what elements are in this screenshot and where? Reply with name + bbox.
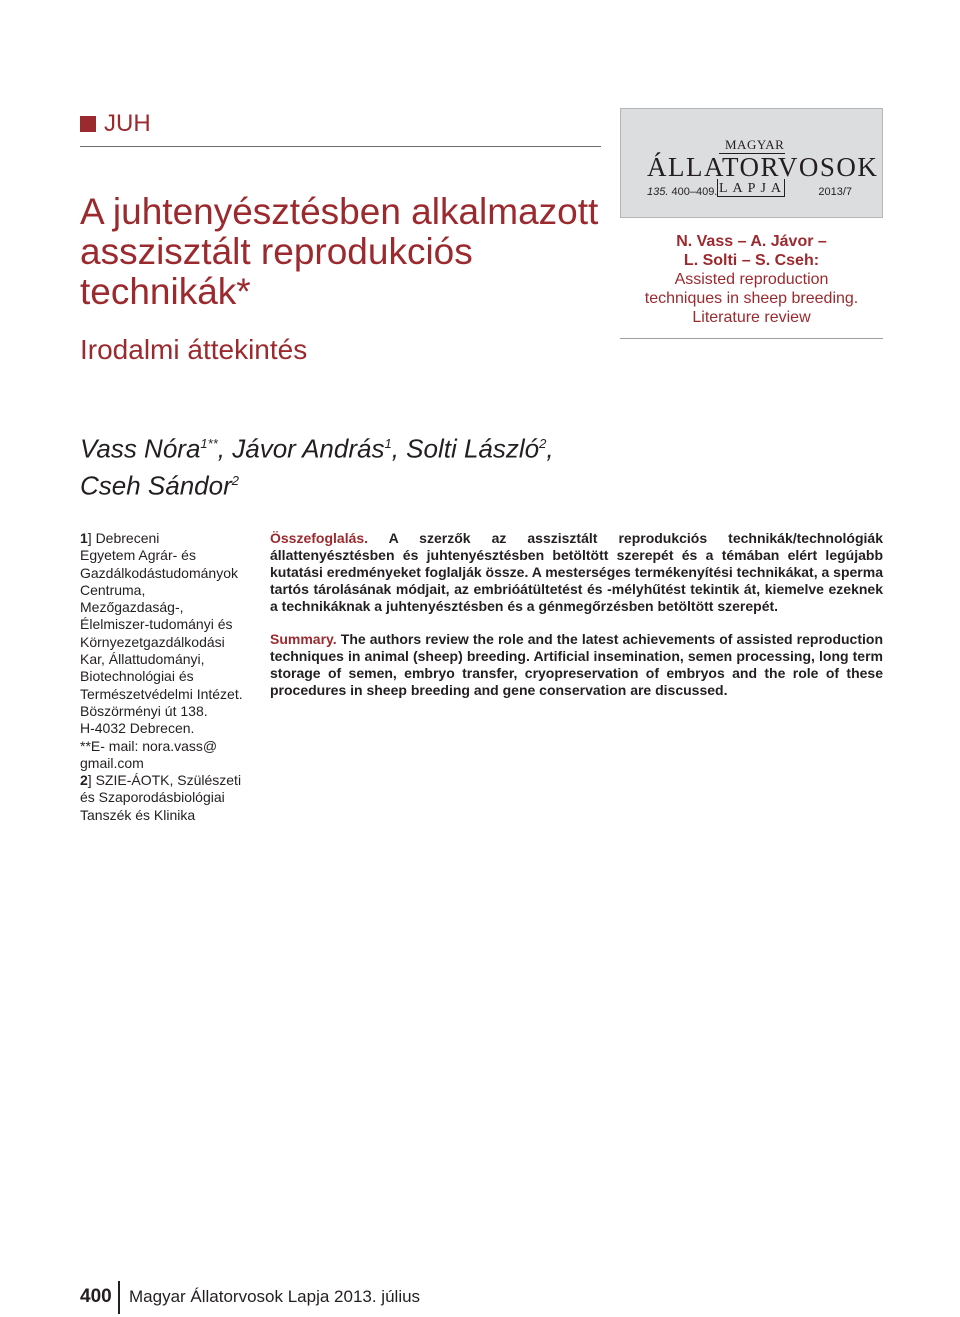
journal-pages: 400–409. [671,186,718,198]
affiliation-2 [80,772,265,824]
affiliation-line: Tanszék és Klinika [80,806,196,823]
english-block-divider [620,338,883,339]
abstract [270,530,883,715]
affiliation-line: Böszörményi út 138. [80,702,208,719]
journal-volume-pages [647,186,717,198]
affiliation-line: **E- mail: nora.vass@ [80,737,218,754]
affiliation-line: és Szaporodásbiológiai [80,789,225,806]
journal-name: ÁLLATORVOSOK [647,152,879,182]
title-line: technikák* [80,271,251,312]
abstract-body: A szerzők az asszisztált reprodukciós technikák/technológiák állattenyésztésben és juhtenyésztésben betöltött szerepét és a témában elért legújabb kutatási eredményeket foglalják össze. A mesterséges termékenyítési technikákat, a sperma tartós tárolásának módjait, az embrióátültetést és -mélyhűtést tekintik át, kiemelve ezeknek a technikáknak a juhtenyésztésben és a génmegőrzésben betöltött szerepét. [270,530,883,614]
journal-issue: 2013/7 [818,186,852,198]
author-name: Jávor András [232,433,385,464]
section-square-icon [80,116,96,132]
affiliation-line: Egyetem Agrár- és [80,547,196,564]
section-divider [80,146,601,147]
abstract-english [270,631,883,699]
affiliation-line: Gazdálkodástudományok [80,564,238,581]
affiliation-line: Biotechnológiai és [80,668,194,685]
english-title: Literature review [692,309,811,326]
article-title [80,192,600,312]
affiliation-line: Mezőgazdaság-, [80,599,184,616]
section-tag [80,110,151,138]
affiliation-1 [80,530,265,772]
author-affil-marker: 1** [200,436,218,451]
article-subtitle: Irodalmi áttekintés [80,334,308,365]
title-line: A juhtenyésztésben alkalmazott [80,191,599,232]
english-authors: L. Solti – S. Cseh: [683,252,820,269]
summary-body: The authors review the role and the latest achievements of assisted reproduction techniques in animal (sheep) breeding. Artificial insemination, semen processing, long term storage of semen, embryo transfer, cryopreservation of embryos and the role of these procedures in sheep breeding and gene conservation are discussed. [270,631,883,698]
journal-volume: 135. [647,186,669,198]
author-name: Solti László [406,433,540,464]
footer-journal: Magyar Állatorvosok Lapja 2013. július [129,1287,421,1306]
page-number: 400 [80,1286,112,1307]
affiliation-line: Környezetgazdálkodási [80,633,225,650]
affiliation-line: ] Debreceni [87,530,160,546]
english-authors: N. Vass – A. Jávor – [676,233,827,250]
journal-lapja: LAPJA [719,181,787,196]
english-title: techniques in sheep breeding. [644,290,859,307]
author-affil-marker: 2 [231,472,239,488]
summary-heading: Summary. [270,631,337,647]
author-list: Vass Nóra$^{1**}$, Jávor András$^1$, Solti László$^2$, Cseh Sándor$^2$ [80,433,554,501]
journal-logo [620,108,883,218]
author-name: Cseh Sándor [80,470,232,501]
english-summary-block [620,232,883,327]
affiliation-marker: 2 [80,772,88,789]
author-affil-marker: 1 [384,436,392,451]
abstract-hungarian [270,530,883,615]
affiliation-line: ] SZIE-ÁOTK, Szülészeti [87,772,242,789]
affiliation-line: Centruma, [80,581,146,598]
footer-divider [118,1281,120,1314]
affiliation-line: Kar, Állattudományi, [80,651,205,668]
journal-magyar: MAGYAR [725,137,785,152]
affiliation-line: gmail.com [80,754,144,771]
author-affil-marker: 2 [539,436,547,451]
affiliation-marker: 1 [80,530,88,546]
section-label: JUH [104,110,151,137]
author-name: Vass Nóra [80,433,201,464]
abstract-heading: Összefoglalás. [270,530,369,546]
affiliation-line: Természetvédelmi Intézet. [80,685,243,702]
affiliation-line: Élelmiszer-tudományi és [80,616,233,633]
affiliation-line: H-4032 Debrecen. [80,720,195,737]
affiliations [80,530,265,824]
english-title: Assisted reproduction [674,271,829,288]
title-line: asszisztált reprodukciós [80,231,473,272]
